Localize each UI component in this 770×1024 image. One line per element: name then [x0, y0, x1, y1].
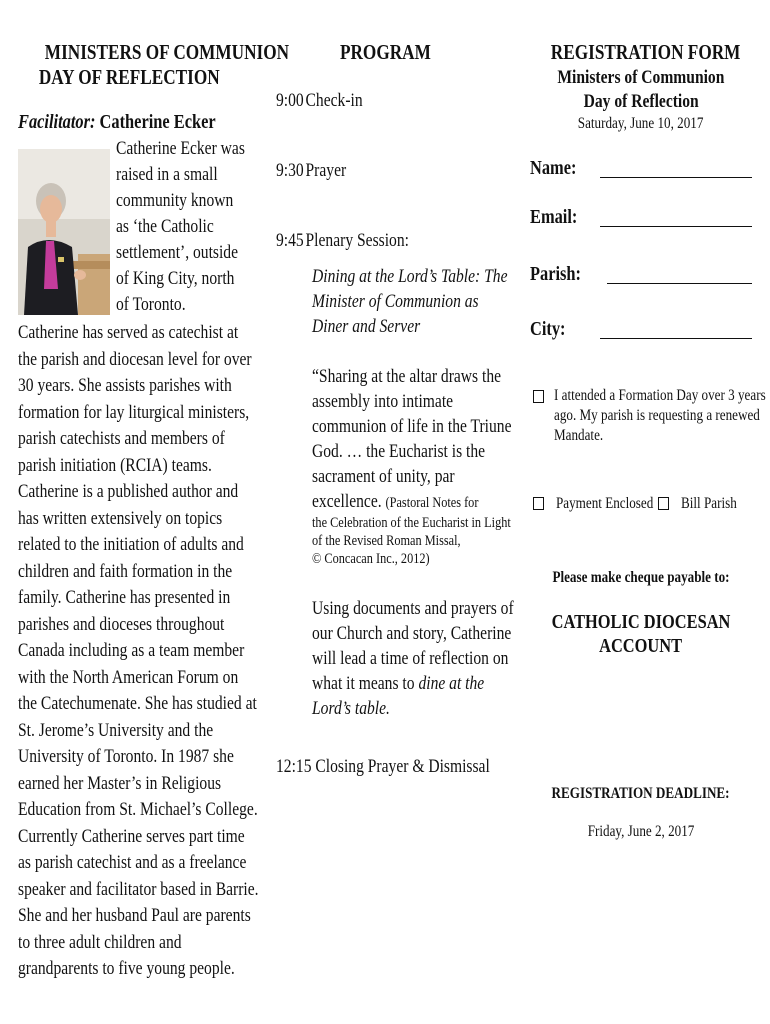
program-label: Check-in [305, 90, 363, 111]
program-item-plenary [276, 230, 438, 252]
reflection-text: Using documents and prayers of our Church and story, Catherine will lead a time of reflection on what it means to dine at the Lord’s table. [312, 598, 514, 719]
bio-line: the Catechumenate. She has studied at [18, 693, 257, 714]
program-time: 12:15 [276, 756, 312, 777]
formation-day-text: I attended a Formation Day over 3 years ago. My parish is requesting a renewed Mandate. [554, 387, 766, 444]
bio-line: University of Toronto. In 1987 she [18, 746, 234, 767]
program-time: 9:00 [276, 90, 304, 111]
facilitator-photo-image [18, 149, 110, 315]
bio-line: Education from St. Michael’s College. [18, 799, 258, 820]
program-label: Prayer [305, 160, 347, 181]
email-label: Email: [530, 206, 578, 228]
bio-line: with the North American Forum on [18, 666, 239, 688]
bill-parish-label: Bill Parish [681, 495, 737, 512]
bio-line: the parish and diocesan level for over [18, 348, 252, 370]
bio-line: family. Catherine has presented in [18, 587, 231, 608]
bio-line: 30 years. She assists parishes with [18, 375, 232, 396]
email-field[interactable] [530, 201, 752, 229]
bio-line: as ‘the Catholic [116, 216, 214, 237]
payment-enclosed-label: Payment Enclosed [556, 495, 654, 512]
city-input-line[interactable] [600, 338, 752, 339]
formation-day-checkbox[interactable] [533, 390, 544, 403]
bio-line: community known [116, 190, 234, 211]
bio-line: raised in a small [116, 164, 218, 185]
program-item-checkin [276, 90, 382, 112]
name-input-line[interactable] [600, 177, 752, 178]
payment-enclosed-checkbox[interactable] [533, 497, 544, 510]
program-time: 9:45 [276, 230, 304, 251]
citation-start: (Pastoral Notes for [385, 495, 479, 511]
bio-line: Catherine Ecker was [116, 138, 245, 159]
parish-field[interactable] [530, 258, 752, 286]
bio-line: to three adult children and [18, 931, 182, 953]
parish-label: Parish: [530, 263, 582, 285]
bio-line: earned her Master’s in Religious [18, 772, 222, 794]
event-title: MINISTERS OF COMMUNION DAY OF REFLECTION [38, 40, 290, 89]
name-field[interactable] [530, 152, 752, 180]
bio-line: of King City, north [116, 268, 235, 289]
registration-deadline-label: REGISTRATION DEADLINE: [551, 785, 730, 802]
program-label: Plenary Session: [305, 230, 409, 251]
bio-line: of Toronto. [116, 294, 186, 315]
bill-parish-checkbox[interactable] [658, 497, 669, 510]
facilitator-photo [18, 149, 110, 315]
bio-line: Catherine has served as catechist at [18, 322, 239, 343]
bio-line: settlement’, outside [116, 242, 239, 263]
bio-line: formation for lay liturgical ministers, [18, 401, 250, 423]
name-label: Name: [530, 157, 577, 179]
session-quote: “Sharing at the altar draws the assembly into intimate communion of life in the Triune God. … the Eucharist is the sacrament of unity, par excellence. (Pastoral Notes for [312, 366, 512, 512]
bio-line: has written extensively on topics [18, 507, 223, 529]
bio-line: related to the initiation of adults and [18, 534, 244, 555]
facilitator-name: Catherine Ecker [99, 111, 216, 133]
parish-input-line[interactable] [607, 283, 752, 284]
bio-line: parish catechists and members of [18, 428, 225, 449]
session-title: Dining at the Lord’s Table: The Minister of Communion as Diner and Server [312, 266, 508, 337]
facilitator-bio [18, 320, 278, 983]
program-item-closing [276, 756, 537, 778]
bio-line: children and faith formation in the [18, 560, 233, 582]
registration-deadline-date: Friday, June 2, 2017 [587, 823, 695, 840]
facilitator-heading [18, 111, 259, 134]
payee-account: CATHOLIC DIOCESAN ACCOUNT [551, 611, 731, 657]
bio-line: Catherine is a published author and [18, 481, 239, 502]
bio-line: speaker and facilitator based in Barrie. [18, 878, 259, 900]
program-time: 9:30 [276, 160, 304, 181]
program-label: Closing Prayer & Dismissal [315, 756, 490, 777]
email-input-line[interactable] [600, 226, 752, 227]
registration-title: REGISTRATION FORM [550, 40, 741, 64]
bio-line: parishes and dioceses throughout [18, 613, 225, 635]
bio-line: Canada including as a team member [18, 640, 245, 661]
bio-line: She and her husband Paul are parents [18, 905, 251, 926]
city-field[interactable] [530, 313, 752, 341]
bio-line: as parish catechist and as a freelance [18, 852, 247, 873]
bio-line: parish initiation (RCIA) teams. [18, 454, 212, 476]
cheque-note: Please make cheque payable to: [552, 569, 730, 586]
program-title: PROGRAM [339, 40, 431, 64]
citation: the Celebration of the Eucharist in Light of the Revised Roman Missal, © Concacan Inc., 2012) [312, 515, 511, 567]
bio-line: grandparents to five young people. [18, 958, 235, 979]
program-item-prayer [276, 160, 362, 182]
bio-line: St. Jerome’s University and the [18, 719, 214, 741]
registration-subtitle: Ministers of Communion Day of Reflection [557, 67, 725, 112]
city-label: City: [530, 318, 566, 340]
event-date: Saturday, June 10, 2017 [578, 115, 704, 132]
bio-line: Currently Catherine serves part time [18, 825, 245, 847]
facilitator-label: Facilitator: [18, 111, 96, 133]
